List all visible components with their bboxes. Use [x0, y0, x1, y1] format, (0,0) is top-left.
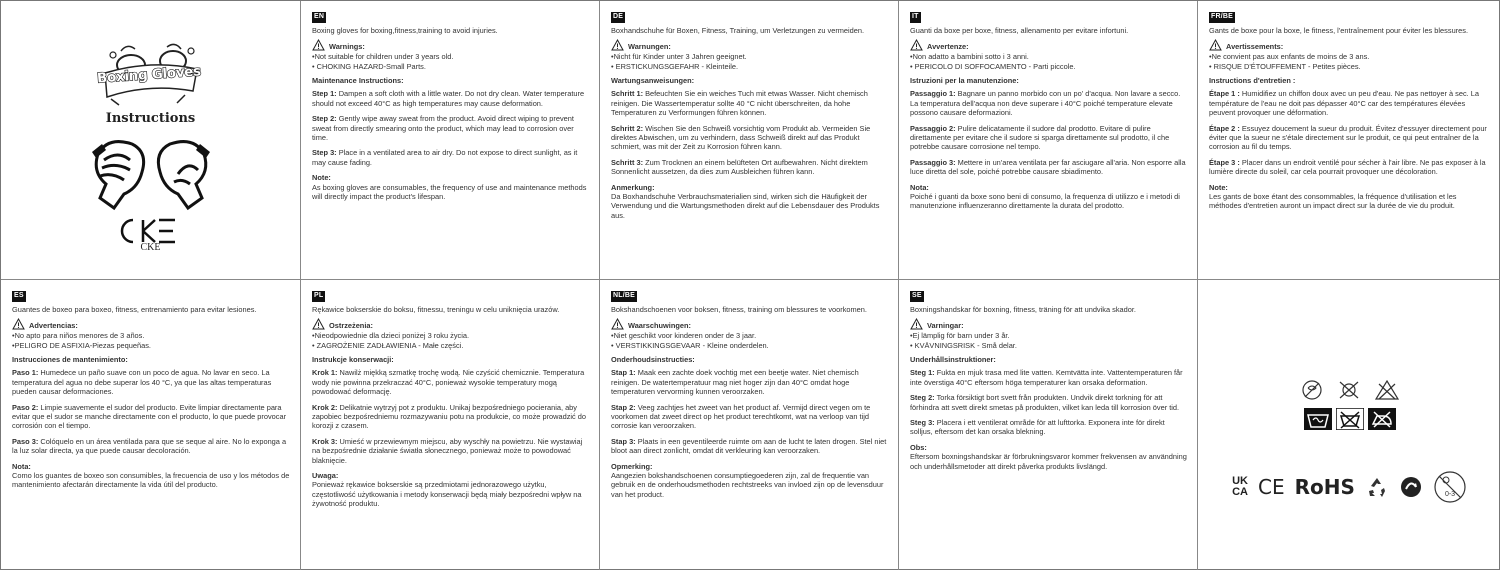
step-label: Stap 2: — [611, 402, 636, 412]
step-text: Bagnare un panno morbido con un po' d'acqua. Non lavare a secco. La temperatura dell'acqua non deve superare i 40°C poiché temperature elevate possono causare deformazioni. — [910, 89, 1181, 118]
warnings-heading — [910, 39, 1187, 51]
step-label: Krok 1: — [312, 368, 338, 378]
note-text: Aangezien bokshandschoenen consumptiegoederen zijn, zal de frequentie van gebruik en de onderhoudsmethoden rechtstreeks van invloed zijn op de levensduur van het product. — [611, 470, 884, 499]
warnings-title: Varningar: — [927, 320, 964, 330]
step-label: Passaggio 3: — [910, 157, 956, 167]
step-label: Passaggio 1: — [910, 89, 956, 99]
note-text: Da Boxhandschuhe Verbrauchsmaterialien sind, wirken sich die Häufigkeit der Verwendung und die Wartungsmethoden direkt auf die Lebensdauer des Produkts aus. — [611, 191, 880, 220]
do-not-iron-icon — [1368, 408, 1396, 430]
note-text: Les gants de boxe étant des consommables, la fréquence d'utilisation et les méthodes d'entretien auront un impact direct sur la durée de vie du produit. — [1209, 191, 1457, 211]
language-flag: DE — [611, 12, 625, 23]
section-se — [899, 280, 1198, 570]
step-text: Gently wipe away sweat from the product. Avoid direct wiping to prevent sweat from directly smearing onto the product, which may lead to corrosion over time. — [312, 114, 574, 142]
step-text: Maak een zachte doek vochtig met een beetje water. Niet chemisch reinigen. De watertemperatuur mag niet hoger zijn dan 40°C omdat hoge temperaturen vervorming kunnen veroorzaken. — [611, 368, 859, 397]
step-label: Paso 2: — [12, 402, 39, 412]
age-range-label: 0-3 — [1444, 490, 1455, 498]
step-item — [12, 403, 290, 431]
warnings-heading — [1209, 39, 1491, 51]
section-fr — [1198, 1, 1500, 280]
warning-line: • RISQUE D'ÉTOUFFEMENT - Petites pièces. — [1209, 61, 1361, 71]
step-label: Paso 1: — [12, 368, 39, 378]
intro-text: Bokshandschoenen voor boksen, fitness, training om blessures te voorkomen. — [611, 304, 867, 314]
note-title: Nota: — [12, 461, 31, 471]
warning-line: • CHOKING HAZARD-Small Parts. — [312, 61, 426, 71]
do-not-bleach-triangle-icon — [1374, 378, 1400, 402]
compliance-marks-panel — [1198, 280, 1500, 570]
warnings-heading — [611, 39, 888, 51]
step-item — [611, 89, 888, 117]
intro-text: Guantes de boxeo para boxeo, fitness, entrenamiento para evitar lesiones. — [12, 304, 257, 314]
step-text: Humidifiez un chiffon doux avec un peu d'eau. Ne pas nettoyer à sec. La température de l'eau ne doit pas dépasser 40°C car des températures élevées peuvent provoquer une déformation. — [1209, 89, 1479, 118]
no-tumble-dry-icon — [1336, 378, 1362, 402]
no-bleach-icon — [1300, 378, 1324, 402]
warning-icon — [312, 39, 325, 51]
note-title: Nota: — [910, 182, 929, 192]
warnings-title: Avertissements: — [1226, 41, 1284, 51]
warning-line: •Not suitable for children under 3 years old. — [312, 52, 454, 62]
note-text: Ponieważ rękawice bokserskie są przedmiotami jednorazowego użytku, częstotliwość użytkowania i metody konserwacji będą miały bezpośredni wpływ na żywotność produktu. — [312, 480, 582, 509]
intro-text: Gants de boxe pour la boxe, le fitness, l'entraînement pour éviter les blessures. — [1209, 25, 1468, 35]
care-symbols-row-1 — [1300, 378, 1400, 402]
do-not-wash-icon — [1336, 408, 1364, 430]
step-label: Schritt 2: — [611, 123, 644, 133]
step-label: Steg 2: — [910, 393, 935, 403]
step-item — [312, 368, 589, 396]
section-pl — [301, 280, 600, 570]
step-text: Nawilż miękką szmatkę trochę wodą. Nie czyścić chemicznie. Temperatura wody nie powinna przekraczać 40°C, ponieważ wysokie temperatury mogą powodować deformację. — [312, 368, 585, 397]
step-text: Delikatnie wytrzyj pot z produktu. Unikaj bezpośredniego pocierania, aby zapobiec bezpośredniemu rozmazywaniu potu na produkcie, co może prowadzić do korozji z czasem. — [312, 402, 587, 431]
step-text: Umieść w przewiewnym miejscu, aby wyschły na powietrzu. Nie wystawiaj na bezpośrednie działanie światła słonecznego, ponieważ może to powodować blaknięcie. — [312, 436, 583, 465]
note-text: Como los guantes de boxeo son consumibles, la frecuencia de uso y los métodos de mantenimiento afectarán directamente la vida útil del producto. — [12, 470, 290, 490]
warnings-heading — [910, 318, 1187, 330]
step-label: Étape 1 : — [1209, 89, 1240, 99]
note-title: Note: — [312, 173, 331, 183]
step-label: Paso 3: — [12, 436, 39, 446]
step-item — [611, 403, 888, 431]
step-text: Mettere in un'area ventilata per far asciugare all'aria. Non esporre alla luce diretta del sole, poiché potrebbe causare sbiadimento. — [910, 157, 1186, 177]
step-label: Krok 2: — [312, 402, 338, 412]
warning-line: •Ej lämplig för barn under 3 år. — [910, 331, 1010, 341]
step-text: Torka försiktigt bort svett från produkten. Undvik direkt torkning för att förhindra att svett direkt smetas på produkten, vilket kan leda till korrosion över tid. — [910, 393, 1180, 412]
warnings-heading — [12, 318, 290, 330]
recycle-icon — [1365, 475, 1389, 499]
instructions-heading: Maintenance Instructions: — [312, 76, 404, 86]
age-warning-icon — [1433, 470, 1467, 504]
step-item — [1209, 89, 1491, 117]
intro-text: Guanti da boxe per boxe, fitness, allenamento per evitare infortuni. — [910, 25, 1129, 35]
note-title: Note: — [1209, 182, 1228, 192]
logo-panel — [1, 1, 301, 280]
rohs-mark-icon: RoHS — [1294, 474, 1355, 499]
care-symbols-row-2 — [1304, 408, 1396, 430]
warnings-title: Advertencias: — [29, 320, 78, 330]
step-item — [12, 437, 290, 456]
step-item — [1209, 158, 1491, 177]
step-text: Placera i ett ventilerat område för att lufttorka. Exponera inte för direkt solljus, eftersom det kan orsaka blekning. — [910, 418, 1165, 437]
intro-text: Boxningshandskar för boxning, fitness, träning för att undvika skador. — [910, 304, 1136, 314]
warnings-heading — [611, 318, 888, 330]
step-label: Step 1: — [312, 89, 337, 99]
instructions-title: Instructions — [105, 111, 196, 126]
warning-line: • ZAGROŻENIE ZADŁAWIENIA - Małe części. — [312, 340, 464, 350]
warning-line: •Niet geschikt voor kinderen onder de 3 jaar. — [611, 331, 757, 341]
language-flag: IT — [910, 12, 921, 23]
step-item — [312, 89, 589, 108]
section-it — [899, 1, 1198, 280]
step-text: Veeg zachtjes het zweet van het product af. Vermijd direct vegen om te voorkomen dat zweet direct op het product terechtkomt, wat na verloop van tijd corrosie kan veroorzaken. — [611, 402, 871, 431]
ukca-bottom: CA — [1232, 485, 1248, 498]
language-flag: ES — [12, 291, 26, 302]
step-text: Zum Trocknen an einem belüfteten Ort aufbewahren. Nicht direktem Sonnenlicht aussetzen, da dies zum Ausbleichen führen kann. — [611, 157, 868, 177]
warning-icon — [910, 318, 923, 330]
step-label: Schritt 1: — [611, 89, 644, 99]
note-title: Uwaga: — [312, 470, 339, 480]
step-item — [312, 148, 589, 167]
step-text: Plaats in een geventileerde ruimte om aan de lucht te laten drogen. Stel niet bloot aan direct zonlicht, omdat dit verkleuring kan veroorzaken. — [611, 436, 887, 456]
step-text: Dampen a soft cloth with a little water. Do not dry clean. Water temperature should not exceed 40°C as high temperatures may cause deformation. — [312, 89, 585, 108]
warning-icon — [910, 39, 923, 51]
instructions-heading: Instrucciones de mantenimiento: — [12, 355, 128, 365]
note-text: As boxing gloves are consumables, the frequency of use and maintenance methods will directly impact the product's lifespan. — [312, 182, 587, 201]
step-text: Placer dans un endroit ventilé pour sécher à l'air libre. Ne pas exposer à la lumière directe du soleil, car cela pourrait provoquer une décoloration. — [1209, 157, 1486, 177]
step-label: Step 3: — [312, 148, 337, 158]
step-item — [910, 158, 1187, 177]
step-item — [910, 368, 1187, 387]
note-title: Anmerkung: — [611, 182, 655, 192]
intro-text: Boxing gloves for boxing,fitness,training to avoid injuries. — [312, 25, 498, 35]
step-item — [910, 89, 1187, 117]
step-item — [611, 158, 888, 177]
language-flag: SE — [910, 291, 924, 302]
certification-row — [1232, 470, 1467, 504]
ukca-top: UK — [1232, 474, 1248, 487]
warnings-heading — [312, 318, 589, 330]
step-text: Befeuchten Sie ein weiches Tuch mit etwas Wasser. Nicht chemisch reinigen. Die Wassertemperatur sollte 40 °C nicht überschreiten, da hohe Temperaturen zu Verformungen führen können. — [611, 89, 868, 118]
warnings-title: Warnings: — [329, 41, 365, 51]
instructions-heading: Instructions d'entretien : — [1209, 76, 1296, 86]
step-label: Steg 3: — [910, 418, 935, 427]
language-flag: NL/BE — [611, 291, 637, 302]
section-nl — [600, 280, 899, 570]
step-text: Essuyez doucement la sueur du produit. Évitez d'essuyer directement pour éviter que la sueur ne s'étale directement sur le produit, ce qui peut entraîner de la corrosion au fil du temps. — [1209, 123, 1487, 152]
warnings-title: Waarschuwingen: — [628, 320, 691, 330]
note-text: Eftersom boxningshandskar är förbrukningsvaror kommer frekvensen av användning och underhållsmetoder att direkt påverka produkts livslängd. — [910, 452, 1187, 471]
instructions-heading: Onderhoudsinstructies: — [611, 355, 695, 365]
maker-label: CKE — [140, 242, 161, 253]
ce-mark-icon: CE — [1257, 474, 1285, 499]
warning-line: •Nicht für Kinder unter 3 Jahren geeignet. — [611, 52, 747, 62]
step-label: Krok 3: — [312, 436, 338, 446]
warning-icon — [312, 318, 325, 330]
warning-line: •Nieodpowiednie dla dzieci poniżej 3 roku życia. — [312, 331, 470, 341]
warning-icon — [12, 318, 25, 330]
intro-text: Rękawice bokserskie do boksu, fitnessu, treningu w celu uniknięcia urazów. — [312, 304, 560, 314]
step-item — [1209, 124, 1491, 152]
step-text: Humedece un paño suave con un poco de agua. No lavar en seco. La temperatura del agua no debe superar los 40 °C, ya que las altas temperaturas pueden causar deformaciones. — [12, 368, 272, 397]
section-de — [600, 1, 899, 280]
warning-icon — [611, 318, 624, 330]
step-item — [12, 368, 290, 396]
language-flag: EN — [312, 12, 326, 23]
step-label: Steg 1: — [910, 368, 935, 378]
step-label: Étape 3 : — [1209, 157, 1240, 167]
warnings-title: Warnungen: — [628, 41, 671, 51]
step-item — [910, 418, 1187, 437]
brand-name: Boxing Gloves — [96, 63, 201, 87]
warnings-heading — [312, 39, 589, 51]
warning-line: • PERICOLO DI SOFFOCAMENTO - Parti piccole. — [910, 61, 1076, 71]
step-label: Stap 3: — [611, 436, 636, 446]
step-label: Étape 2 : — [1209, 123, 1240, 133]
step-label: Step 2: — [312, 114, 337, 124]
warning-icon — [1209, 39, 1222, 51]
step-item — [611, 124, 888, 152]
language-flag: PL — [312, 291, 325, 302]
instructions-heading: Wartungsanweisungen: — [611, 76, 695, 86]
step-item — [312, 403, 589, 431]
warning-line: • VERSTIKKINGSGEVAAR - Kleine onderdelen. — [611, 340, 769, 350]
warning-line: •Non adatto a bambini sotto i 3 anni. — [910, 52, 1029, 62]
step-text: Colóquelo en un área ventilada para que se seque al aire. No lo exponga a la luz solar directa, ya que puede causar decoloración. — [12, 436, 287, 456]
instructions-heading: Istruzioni per la manutenzione: — [910, 76, 1019, 86]
warnings-title: Ostrzeżenia: — [329, 320, 373, 330]
warning-line: • KVÄVNINGSRISK - Små delar. — [910, 340, 1017, 350]
instructions-heading: Underhållsinstruktioner: — [910, 355, 996, 365]
step-item — [910, 393, 1187, 412]
section-es — [1, 280, 301, 570]
step-text: Wischen Sie den Schweiß vorsichtig vom Produkt ab. Vermeiden Sie direktes Abwischen, um zu verhindern, dass Schweiß direkt auf das Produkt schmiert, was mit der Zeit zu Korrosion führen kann. — [611, 123, 871, 152]
step-item — [312, 114, 589, 142]
warning-line: •No apto para niños menores de 3 años. — [12, 331, 145, 341]
step-label: Schritt 3: — [611, 157, 644, 167]
note-text: Poiché i guanti da boxe sono beni di consumo, la frequenza di utilizzo e i metodi di manutenzione influenzeranno direttamente la durata del prodotto. — [910, 191, 1180, 211]
step-label: Stap 1: — [611, 368, 636, 378]
step-item — [910, 124, 1187, 152]
step-item — [611, 437, 888, 456]
step-text: Pulire delicatamente il sudore dal prodotto. Evitare di pulire direttamente per evitare che il sudore si sparga direttamente sul prodotto, il che potrebbe causare corrosione nel tempo. — [910, 123, 1170, 152]
section-en — [301, 1, 600, 280]
step-text: Limpie suavemente el sudor del producto. Evite limpiar directamente para evitar que el sudor se manche directamente con el producto, lo que puede provocar corrosión con el tiempo. — [12, 402, 287, 431]
language-flag: FR/BE — [1209, 12, 1235, 23]
warning-icon — [611, 39, 624, 51]
mobius-icon — [1399, 475, 1423, 499]
brand-logo — [91, 41, 211, 111]
note-title: Obs: — [910, 442, 927, 452]
step-text: Place in a ventilated area to air dry. Do not expose to direct sunlight, as it may cause fading. — [312, 148, 578, 167]
ukca-mark-icon — [1232, 476, 1248, 498]
hand-wash-icon — [1304, 408, 1332, 430]
step-label: Passaggio 2: — [910, 123, 956, 133]
note-title: Opmerking: — [611, 461, 653, 471]
warnings-title: Avvertenze: — [927, 41, 969, 51]
boxing-gloves-icon — [86, 134, 216, 214]
step-item — [312, 437, 589, 465]
step-item — [611, 368, 888, 396]
warning-line: •Ne convient pas aux enfants de moins de 3 ans. — [1209, 52, 1370, 62]
intro-text: Boxhandschuhe für Boxen, Fitness, Training, um Verletzungen zu vermeiden. — [611, 25, 865, 35]
warning-line: •PELIGRO DE ASFIXIA-Piezas pequeñas. — [12, 340, 151, 350]
step-text: Fukta en mjuk trasa med lite vatten. Kemtvätta inte. Vattentemperaturen får inte överstiga 40°C eftersom höga temperaturer kan orsaka deformation. — [910, 368, 1183, 387]
instructions-heading: Instrukcje konserwacji: — [312, 355, 394, 365]
warning-line: • ERSTICKUNGSGEFAHR - Kleinteile. — [611, 61, 739, 71]
